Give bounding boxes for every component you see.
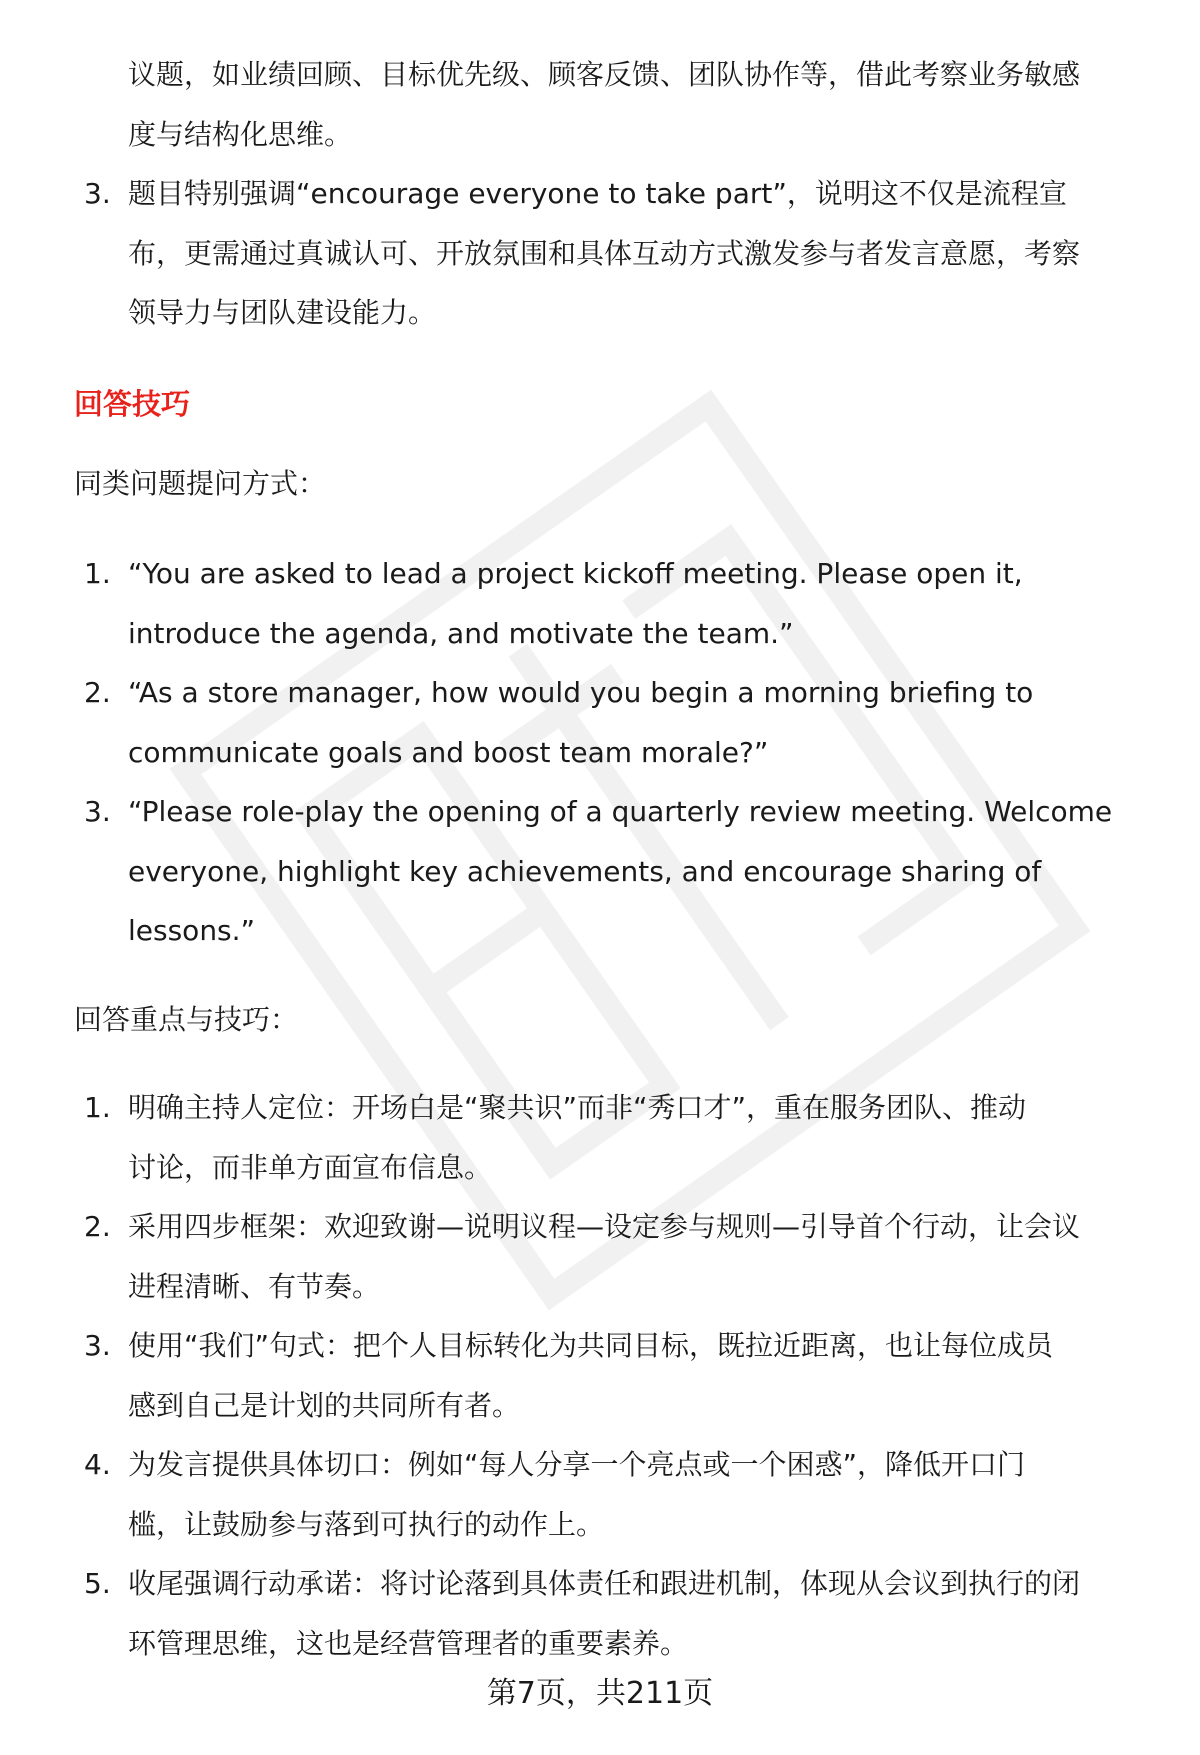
tips-list: [84, 1078, 1160, 1673]
list-item: [84, 164, 1160, 343]
text-line: 采用四步框架：欢迎致谢—说明议程—设定参与规则—引导首个行动，让会议: [128, 1210, 1081, 1243]
text-line: lessons.”: [128, 914, 256, 947]
list-number: 4.: [84, 1448, 111, 1481]
text-line: 收尾强调行动承诺：将讨论落到具体责任和跟进机制，体现从会议到执行的闭: [128, 1567, 1081, 1600]
text-line: 明确主持人定位：开场白是“聚共识”而非“秀口才”，重在服务团队、推动: [128, 1091, 1027, 1124]
list-number: 1.: [84, 1091, 111, 1124]
list-number: 3.: [84, 1329, 111, 1362]
page-footer: 第7页，共211页: [486, 1676, 714, 1711]
list-item: [84, 544, 1160, 663]
text-line: communicate goals and boost team morale?”: [128, 735, 769, 769]
text-line: “You are asked to lead a project kickoff meeting. Please open it,: [128, 557, 1023, 590]
list-item: [84, 1078, 1160, 1197]
text-line: 槛，让鼓励参与落到可执行的动作上。: [128, 1507, 605, 1541]
text-line: introduce the agenda, and motivate the team.”: [128, 616, 794, 650]
text-line: 使用“我们”句式：把个人目标转化为共同目标，既拉近距离，也让每位成员: [128, 1329, 1054, 1362]
list-item: [84, 1554, 1160, 1673]
list-item: [84, 1197, 1160, 1316]
list-number: 2.: [84, 676, 111, 709]
list-number: 1.: [84, 557, 111, 590]
top-continuation-paragraph: [128, 45, 1160, 164]
text-line: “Please role-play the opening of a quarterly review meeting. Welcome: [128, 795, 1113, 828]
text-line: everyone, highlight key achievements, and encourage sharing of: [128, 854, 1042, 888]
list-number: 3.: [84, 177, 111, 210]
top-list: [84, 164, 1160, 343]
text-line: 环管理思维，这也是经营管理者的重要素养。: [128, 1626, 689, 1660]
text-line: 领导力与团队建设能力。: [128, 296, 437, 329]
text-line: 议题，如业绩回顾、目标优先级、顾客反馈、团队协作等，借此考察业务敏感: [128, 58, 1081, 91]
text-line: 题目特别强调“encourage everyone to take part”，说明这不仅是流程宣: [128, 177, 1067, 210]
text-line: 度与结构化思维。: [128, 117, 353, 151]
section-title: 回答技巧: [74, 387, 191, 421]
tips-label: 回答重点与技巧：: [74, 1003, 299, 1036]
similar-questions-list: [84, 544, 1160, 961]
list-item: [84, 1316, 1160, 1435]
list-item: [84, 663, 1160, 782]
list-item: [84, 782, 1160, 961]
similar-questions-label: 同类问题提问方式：: [74, 467, 327, 500]
text-line: 为发言提供具体切口：例如“每人分享一个亮点或一个困惑”，降低开口门: [128, 1448, 1026, 1481]
list-number: 5.: [84, 1567, 111, 1600]
text-line: 进程清晰、有节奏。: [128, 1269, 381, 1303]
list-number: 3.: [84, 795, 111, 828]
text-line: 感到自己是计划的共同所有者。: [128, 1388, 521, 1422]
list-item: [84, 1435, 1160, 1554]
list-number: 2.: [84, 1210, 111, 1243]
text-line: 布，更需通过真诚认可、开放氛围和具体互动方式激发参与者发言意愿，考察: [128, 236, 1081, 270]
text-line: 讨论，而非单方面宣布信息。: [128, 1150, 493, 1184]
text-line: “As a store manager, how would you begin a morning briefing to: [128, 676, 1034, 709]
